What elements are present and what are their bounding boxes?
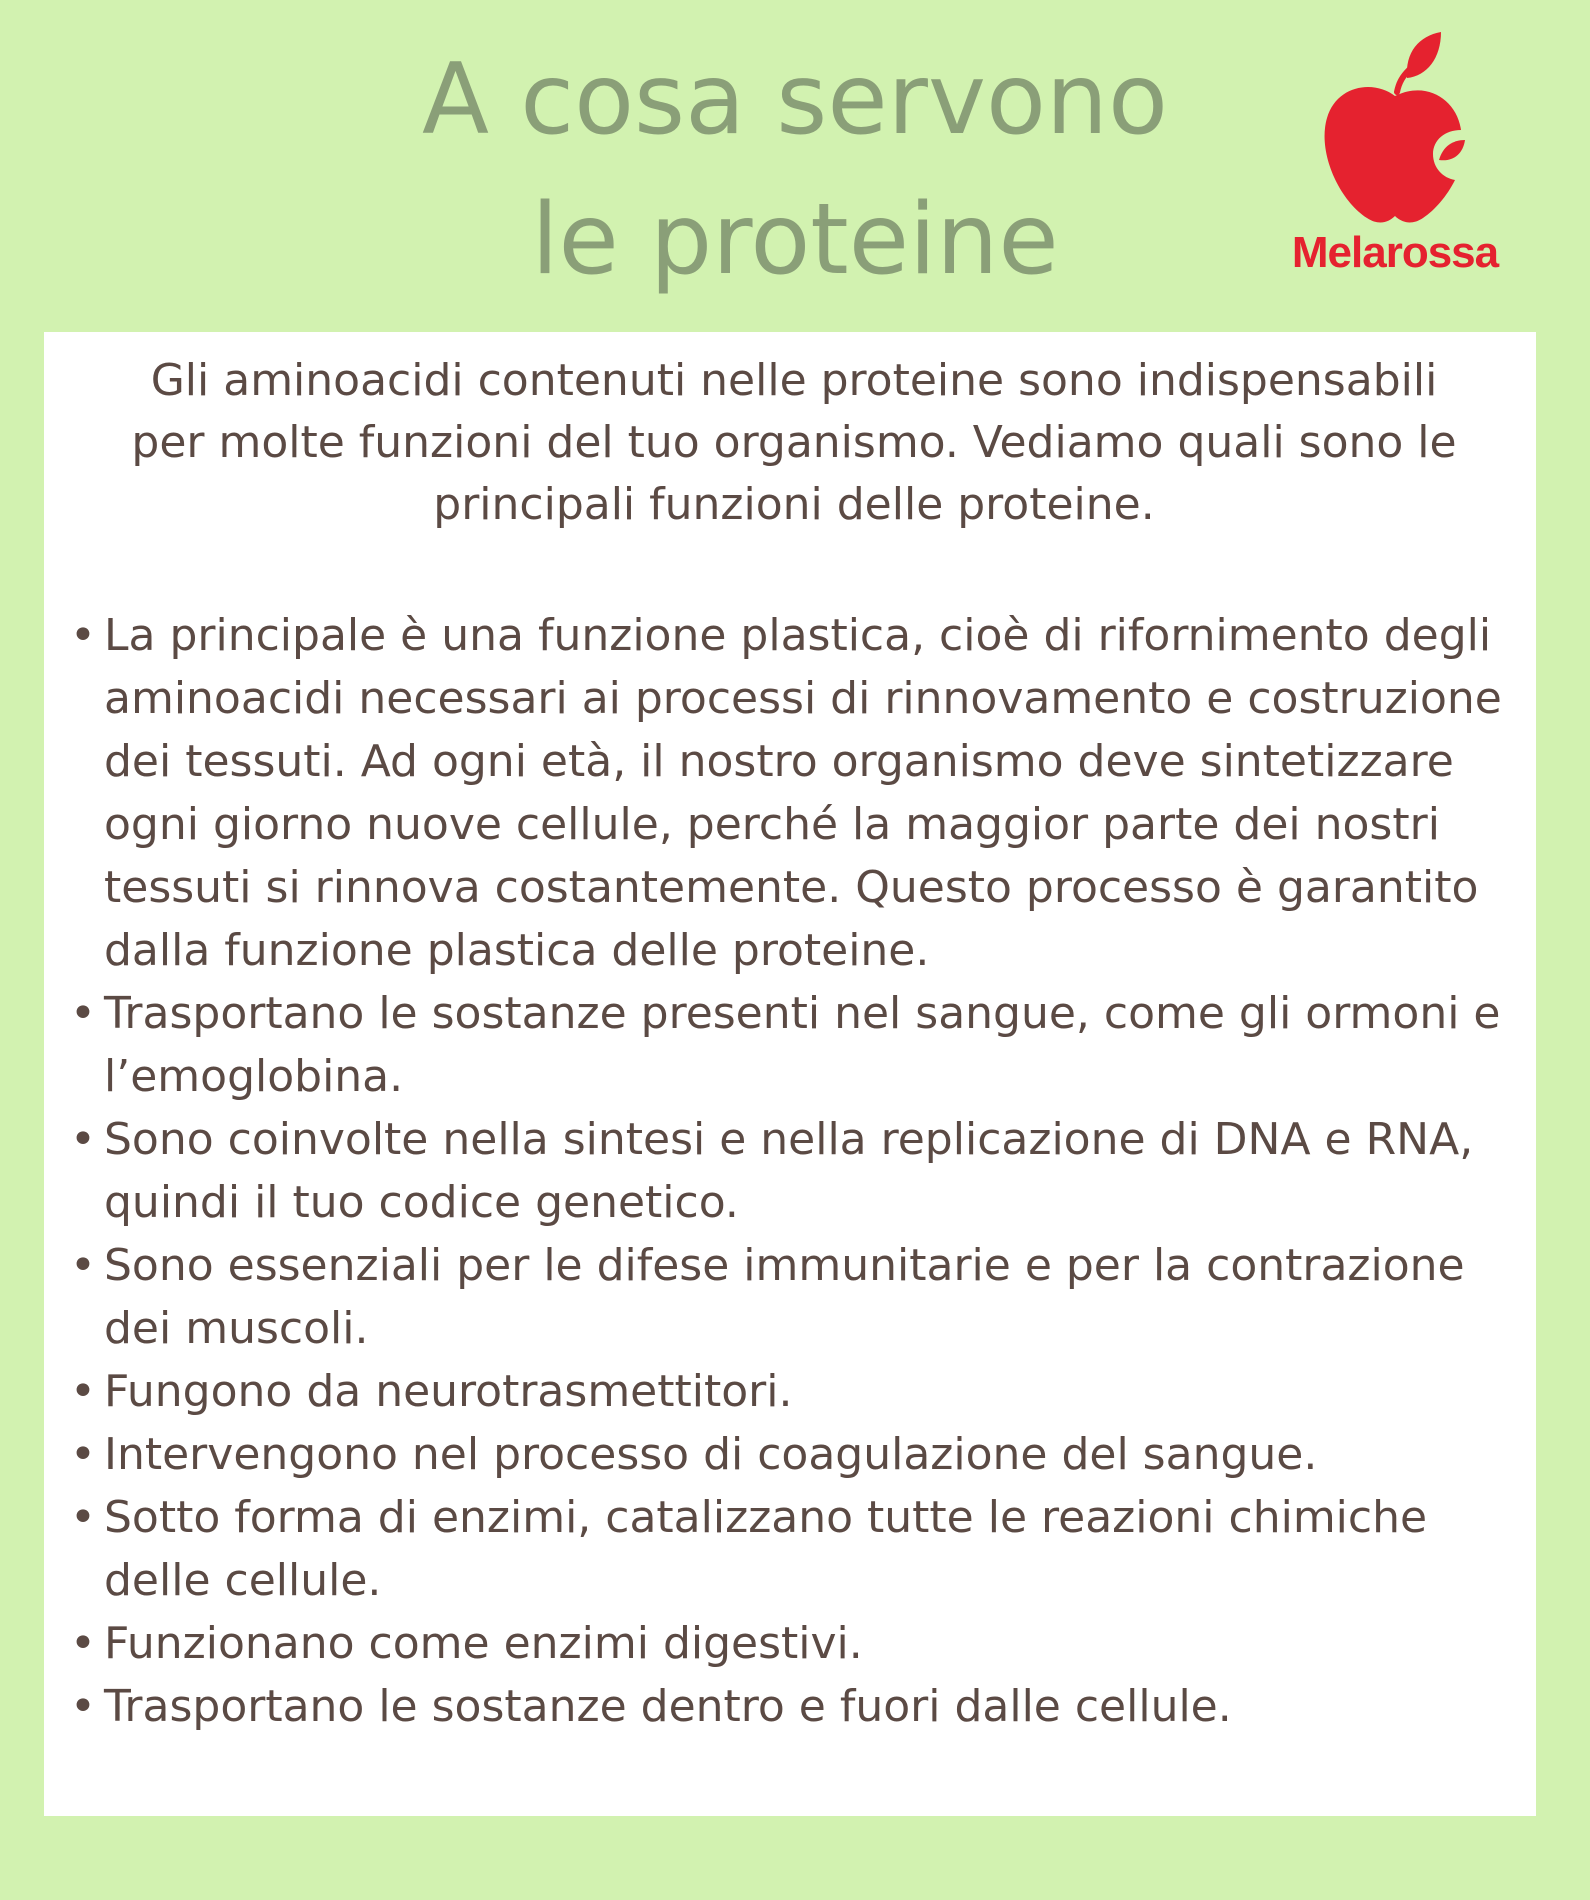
bullet-marker: • [70, 1366, 96, 1417]
bullet-marker: • [70, 1429, 96, 1480]
bullet-marker: • [70, 1492, 96, 1543]
page-title-line-2: le proteine [531, 183, 1059, 297]
brand-name: Melarossa [1291, 228, 1499, 277]
list-item-text: Trasportano le sostanze presenti nel sangue, come gli ormoni e l’emoglobina. [104, 988, 1501, 1102]
bullet-marker: • [70, 1114, 96, 1165]
brand-logo [1270, 30, 1520, 290]
apple-icon [1315, 30, 1475, 230]
list-item [64, 1423, 1504, 1486]
list-item-text: Sono coinvolte nella sintesi e nella replicazione di DNA e RNA, quindi il tuo codice genetico. [104, 1114, 1474, 1228]
list-item [64, 1486, 1504, 1612]
list-item-text: La principale è una funzione plastica, cioè di rifornimento degli aminoacidi necessari ai processi di rinnovamento e costruzione dei tessuti. Ad ogni età, il nostro organismo deve sintetizzare ogni giorno nuove cellule, perché la maggior parte dei nostri tessuti si rinnova costantemente. Questo processo è garantito dalla funzione plastica delle proteine. [104, 610, 1502, 976]
list-item [64, 1108, 1504, 1234]
bullet-marker: • [70, 1618, 96, 1669]
list-item-text: Intervengono nel processo di coagulazione del sangue. [104, 1429, 1318, 1480]
list-item [64, 604, 1504, 982]
list-item-text: Trasportano le sostanze dentro e fuori dalle cellule. [104, 1681, 1232, 1732]
bullet-marker: • [70, 1240, 96, 1291]
list-item [64, 1360, 1504, 1423]
list-item-text: Funzionano come enzimi digestivi. [104, 1618, 863, 1669]
content-panel [44, 332, 1536, 1816]
page-title [380, 30, 1210, 310]
list-item-text: Fungono da neurotrasmettitori. [104, 1366, 793, 1417]
list-item [64, 982, 1504, 1108]
functions-list [64, 604, 1504, 1738]
list-item-text: Sono essenziali per le difese immunitarie e per la contrazione dei muscoli. [104, 1240, 1465, 1354]
list-item [64, 1612, 1504, 1675]
list-item [64, 1234, 1504, 1360]
intro-paragraph: Gli aminoacidi contenuti nelle proteine sono indispensabili per molte funzioni del tuo organismo. Vediamo quali sono le principali funzioni delle proteine. [131, 355, 1457, 530]
bullet-marker: • [70, 988, 96, 1039]
bullet-marker: • [70, 1681, 96, 1732]
bullet-marker: • [70, 610, 96, 661]
page-title-line-1: A cosa servono [422, 43, 1168, 157]
list-item-text: Sotto forma di enzimi, catalizzano tutte le reazioni chimiche delle cellule. [104, 1492, 1428, 1606]
list-item [64, 1675, 1504, 1738]
